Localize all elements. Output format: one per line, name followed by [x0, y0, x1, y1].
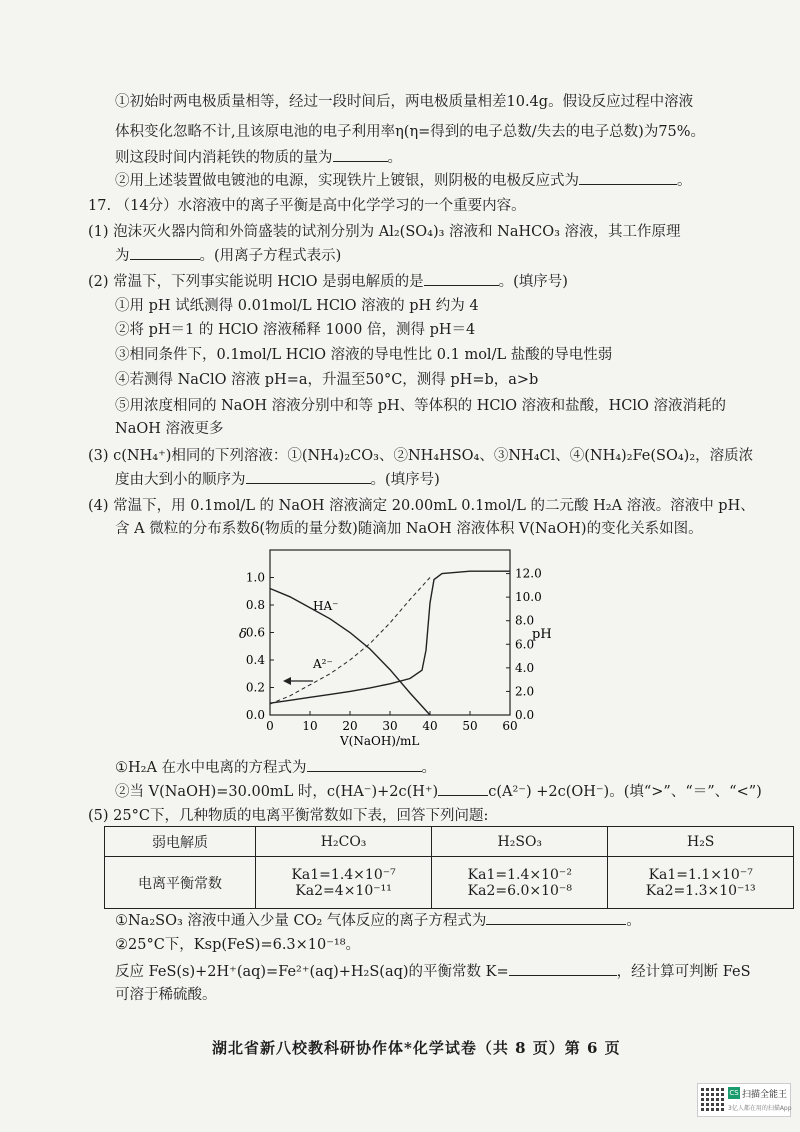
text-line: ①初始时两电极质量相等，经过一段时间后，两电极质量相差10.4g。假设反应过程中溶液: [115, 94, 694, 110]
text: c(A²⁻) +2c(OH⁻)。(填“>”、“＝”、“<”): [488, 784, 762, 800]
text: (2) 常温下，下列事实能说明 HClO 是弱电解质的是: [88, 274, 424, 290]
text-line: (4) 常温下，用 0.1mol/L 的 NaOH 溶液滴定 20.00mL 0.1mol/L 的二元酸 H₂A 溶液。溶液中 pH、: [88, 498, 755, 514]
y-left-tick-label: 0.8: [245, 598, 265, 612]
question-17-title: 17. （14分）水溶液中的离子平衡是高中化学学习的一个重要内容。: [88, 198, 526, 214]
series-line-a2: [270, 578, 430, 705]
series-line-ha: [270, 589, 430, 716]
text-line: [115, 781, 762, 802]
text: 。: [421, 760, 437, 776]
x-tick-label: 40: [422, 719, 438, 733]
answer-blank[interactable]: [424, 271, 499, 286]
watermark-title: 扫描全能王: [742, 1090, 788, 1100]
text: ①H₂A 在水中电离的方程式为: [115, 760, 307, 776]
x-axis-label: V(NaOH)/mL: [340, 734, 420, 748]
x-tick-label: 30: [382, 719, 398, 733]
table-header: 弱电解质: [105, 827, 256, 857]
table-cell: [256, 857, 432, 909]
text-line: (3) c(NH₄⁺)相同的下列溶液：①(NH₄)₂CO₃、②NH₄HSO₄、③NH₄Cl、④(NH₄)₂Fe(SO₄)₂，溶质浓: [88, 448, 754, 464]
y-right-tick-label: 12.0: [515, 566, 542, 581]
watermark-subtitle: 3亿人都在用的扫描App: [728, 1105, 792, 1112]
series-label-ha: HA⁻: [313, 599, 339, 613]
series-label-a2: A²⁻: [313, 657, 333, 671]
answer-blank[interactable]: [130, 245, 200, 260]
y-left-tick-label: 0.2: [245, 680, 265, 695]
answer-blank[interactable]: [333, 147, 388, 162]
text: 为: [115, 248, 130, 264]
text: ②当 V(NaOH)=30.00mL 时，c(HA⁻)+2c(H⁺): [115, 784, 439, 800]
answer-blank[interactable]: [486, 910, 626, 925]
y-right-label: pH: [532, 627, 552, 642]
page-footer: 湖北省新八校教科研协作体*化学试卷（共 8 页）第 6 页: [212, 1039, 621, 1057]
table-cell: [432, 857, 608, 909]
y-right-tick-label: 0.0: [515, 708, 535, 722]
option: ②将 pH＝1 的 HClO 溶液稀释 1000 倍，测得 pH＝4: [115, 322, 476, 338]
x-tick-label: 50: [462, 719, 478, 733]
scanner-watermark: [697, 1083, 791, 1117]
titration-chart: [225, 540, 565, 750]
ka1: Ka1=1.1×10⁻⁷: [648, 866, 753, 883]
text: 则这段时间内消耗铁的物质的量为: [115, 150, 333, 166]
text-line: [115, 961, 751, 982]
cs-logo-icon: CS: [729, 1089, 739, 1097]
text: 。(填序号): [498, 274, 568, 290]
text: 。: [387, 150, 402, 166]
text-line: 含 A 微粒的分布系数δ(物质的量分数)随滴加 NaOH 溶液体积 V(NaOH)的变化关系如图。: [115, 521, 703, 537]
y-right-tick-label: 6.0: [515, 637, 535, 652]
text: 。: [677, 173, 692, 189]
y-left-tick-label: 1.0: [245, 570, 265, 585]
table-row: [105, 857, 794, 909]
text: ②用上述装置做电镀池的电源，实现铁片上镀银，则阴极的电极反应式为: [115, 173, 579, 189]
plot-frame: [270, 550, 510, 715]
text-line: (5) 25°C下，几种物质的电离平衡常数如下表，回答下列问题:: [88, 808, 489, 824]
text-line: [115, 147, 402, 168]
text: 反应 FeS(s)+2H⁺(aq)=Fe²⁺(aq)+H₂S(aq)的平衡常数 K=: [115, 964, 509, 980]
table-header: H₂CO₃: [256, 827, 432, 857]
ionization-constants-table: [104, 826, 794, 909]
qr-code-icon: [701, 1087, 725, 1111]
ka2: Ka2=1.3×10⁻¹³: [645, 882, 756, 899]
option: ③相同条件下，0.1mol/L HClO 溶液的导电性比 0.1 mol/L 盐酸的导电性弱: [115, 347, 613, 363]
text-line: [115, 910, 641, 931]
y-right-tick-label: 10.0: [515, 590, 542, 605]
y-left-label: δ: [239, 627, 247, 642]
answer-blank[interactable]: [509, 961, 617, 976]
y-right-tick-label: 2.0: [515, 684, 535, 699]
answer-blank[interactable]: [246, 469, 371, 484]
text-line: [88, 271, 568, 292]
text-line: [115, 170, 692, 191]
ka1: Ka1=1.4×10⁻⁷: [291, 866, 396, 883]
ka2: Ka2=4×10⁻¹¹: [295, 882, 392, 899]
text: 。: [626, 913, 641, 929]
table-row-label: 电离平衡常数: [105, 857, 256, 909]
table-header: H₂S: [608, 827, 794, 857]
text: 。(填序号): [370, 472, 440, 488]
x-tick-label: 10: [302, 719, 318, 733]
table-cell: [608, 857, 794, 909]
text-line: (1) 泡沫灭火器内筒和外筒盛装的试剂分别为 Al₂(SO₄)₃ 溶液和 NaHCO₃ 溶液，其工作原理: [88, 224, 681, 240]
option: ④若测得 NaClO 溶液 pH=a，升温至50°C，测得 pH=b，a>b: [115, 372, 539, 388]
series-line-ph: [270, 571, 510, 703]
y-right-tick-label: 8.0: [515, 613, 535, 628]
option: NaOH 溶液更多: [115, 421, 224, 437]
x-tick-label: 60: [502, 719, 518, 733]
text: 度由大到小的顺序为: [115, 472, 246, 488]
y-left-tick-label: 0.0: [245, 708, 265, 722]
text-line: [115, 245, 341, 266]
text-line: ②25°C下，Ksp(FeS)=6.3×10⁻¹⁸。: [115, 937, 361, 953]
text: 。(用离子方程式表示): [199, 248, 342, 264]
option: ①用 pH 试纸测得 0.01mol/L HClO 溶液的 pH 约为 4: [115, 298, 479, 314]
x-tick-label: 0: [266, 719, 274, 733]
y-left-tick-label: 0.6: [245, 625, 265, 640]
text-line: 可溶于稀硫酸。: [115, 987, 217, 1003]
text-line: 体积变化忽略不计,且该原电池的电子利用率η(η=得到的电子总数/失去的电子总数)为75%。: [115, 124, 706, 140]
ka2: Ka2=6.0×10⁻⁸: [467, 882, 572, 899]
ka1: Ka1=1.4×10⁻²: [467, 866, 572, 883]
arrow-icon: [283, 677, 313, 685]
text-line: [115, 757, 436, 778]
x-tick-label: 20: [342, 719, 358, 733]
answer-blank[interactable]: [307, 757, 422, 772]
text: ，经计算可判断 FeS: [616, 964, 751, 980]
table-header: H₂SO₃: [432, 827, 608, 857]
table-header-row: [105, 827, 794, 857]
answer-blank[interactable]: [438, 781, 488, 796]
y-right-tick-label: 4.0: [515, 660, 535, 675]
answer-blank[interactable]: [579, 170, 677, 185]
option: ⑤用浓度相同的 NaOH 溶液分别中和等 pH、等体积的 HClO 溶液和盐酸，HClO 溶液消耗的: [115, 398, 726, 414]
text-line: [115, 469, 440, 490]
y-left-tick-label: 0.4: [245, 653, 265, 667]
text: ①Na₂SO₃ 溶液中通入少量 CO₂ 气体反应的离子方程式为: [115, 913, 487, 929]
